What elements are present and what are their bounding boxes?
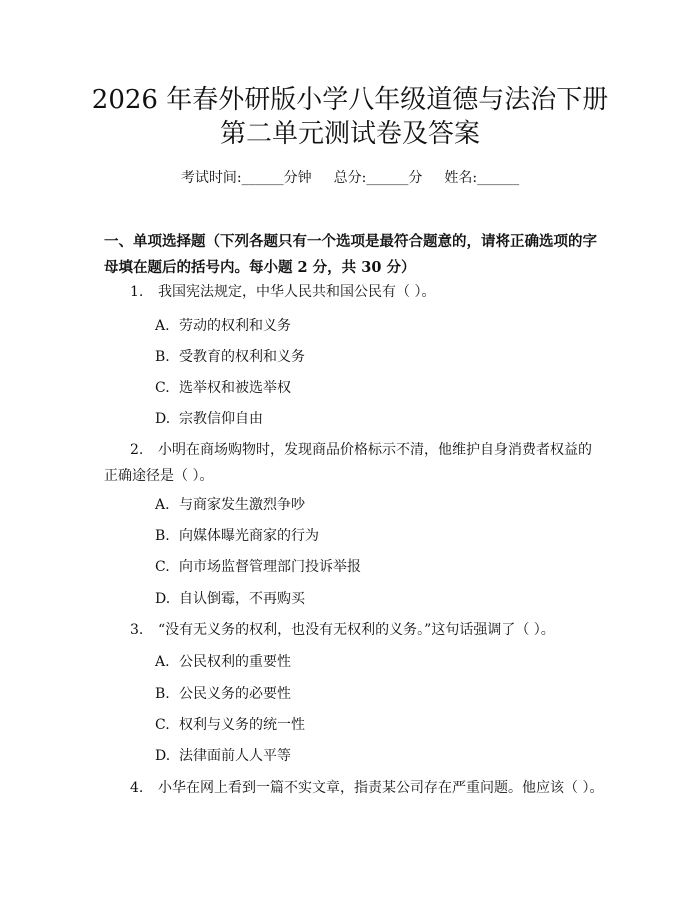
- question-2: [104, 437, 604, 489]
- question-number: 1.: [130, 284, 144, 300]
- section-header: 一、单项选择题（下列各题只有一个选项是最符合题意的，请将正确选项的字母填在题后的括号内。每小题 2 分，共 30 分）: [104, 233, 597, 276]
- option-b: [155, 684, 291, 704]
- exam-info-line: [0, 168, 700, 188]
- page-title: 2026 年春外研版小学八年级道德与法治下册: [91, 85, 609, 115]
- time-blank: ______: [241, 170, 284, 186]
- question-number: 4.: [130, 780, 144, 796]
- option-a: [155, 495, 305, 515]
- question-3: [104, 617, 604, 643]
- option-letter: C.: [155, 559, 170, 575]
- option-letter: C.: [155, 380, 170, 396]
- option-letter: A.: [155, 318, 170, 334]
- option-letter: D.: [155, 748, 171, 764]
- option-c: [155, 715, 305, 735]
- option-letter: C.: [155, 717, 170, 733]
- score-label: 总分:: [333, 170, 367, 186]
- option-a: [155, 652, 291, 672]
- question-stem: 小华在网上看到一篇不实文章，指责某公司存在严重问题。他应该（ ）。: [158, 780, 604, 796]
- option-c: [155, 378, 291, 398]
- option-d: [155, 589, 305, 609]
- time-unit: 分钟: [283, 170, 312, 186]
- option-letter: B.: [155, 528, 170, 544]
- option-b: [155, 347, 305, 367]
- score-blank: ______: [366, 170, 409, 186]
- option-letter: D.: [155, 591, 171, 607]
- option-text: 与商家发生激烈争吵: [179, 497, 305, 513]
- question-stem: “没有无义务的权利，也没有无权利的义务。”这句话强调了（ ）。: [158, 622, 555, 638]
- option-text: 公民义务的必要性: [179, 686, 291, 702]
- option-text: 选举权和被选举权: [179, 380, 291, 396]
- option-text: 向媒体曝光商家的行为: [179, 528, 319, 544]
- time-label: 考试时间:: [180, 170, 242, 186]
- option-text: 自认倒霉，不再购买: [179, 591, 305, 607]
- question-number: 3.: [130, 622, 144, 638]
- option-d: [155, 409, 263, 429]
- option-a: [155, 316, 291, 336]
- question-4: [104, 775, 604, 801]
- option-text: 公民权利的重要性: [179, 654, 291, 670]
- option-letter: B.: [155, 349, 170, 365]
- option-c: [155, 557, 361, 577]
- score-unit: 分: [408, 170, 423, 186]
- question-stem: 小明在商场购物时，发现商品价格标示不清，他维护自身消费者权益的正确途径是（ ）。: [104, 442, 592, 484]
- name-label: 姓名:: [444, 170, 478, 186]
- option-d: [155, 746, 291, 766]
- question-1: [104, 279, 604, 305]
- option-letter: A.: [155, 654, 170, 670]
- question-stem: 我国宪法规定，中华人民共和国公民有（ ）。: [158, 284, 436, 300]
- option-text: 权利与义务的统一性: [179, 717, 305, 733]
- question-number: 2.: [130, 442, 144, 458]
- option-b: [155, 526, 319, 546]
- option-letter: D.: [155, 411, 171, 427]
- option-text: 宗教信仰自由: [179, 411, 263, 427]
- option-letter: B.: [155, 686, 170, 702]
- option-text: 受教育的权利和义务: [179, 349, 305, 365]
- option-letter: A.: [155, 497, 170, 513]
- page-subtitle: 第二单元测试卷及答案: [219, 119, 480, 149]
- option-text: 劳动的权利和义务: [179, 318, 291, 334]
- option-text: 向市场监督管理部门投诉举报: [179, 559, 361, 575]
- name-blank: ______: [477, 170, 520, 186]
- option-text: 法律面前人人平等: [179, 748, 291, 764]
